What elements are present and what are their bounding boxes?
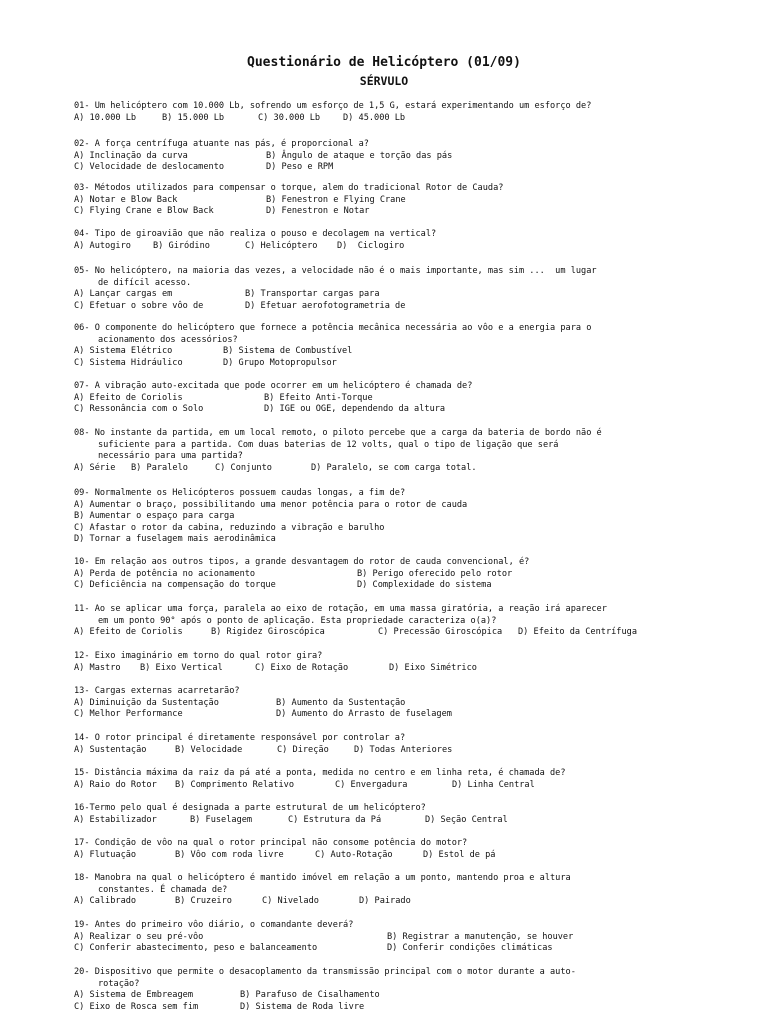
answer-option: D) Conferir condições climáticas	[387, 943, 553, 954]
answer-option: C) Envergadura	[335, 779, 408, 790]
answer-options-row	[74, 663, 714, 675]
answer-option: B) Efeito Anti-Torque	[264, 392, 373, 403]
question-text: rotação?	[98, 978, 140, 989]
answer-option: A) Realizar o seu pré-vôo	[74, 931, 204, 942]
answer-options-row	[74, 1002, 714, 1014]
question-item	[74, 381, 714, 416]
answer-option: B) Velocidade	[175, 744, 243, 755]
question-text: 17- Condição de vôo na qual o rotor principal não consome potência do motor?	[74, 838, 468, 848]
answer-options-row	[74, 195, 714, 207]
answer-option: A) Estabilizador	[74, 814, 157, 825]
question-text: 04- Tipo de giroavião que não realiza o pouso e decolagem na vertical?	[74, 229, 437, 239]
answer-options-row	[74, 113, 714, 125]
answer-options-row	[74, 896, 714, 908]
answer-options-row	[74, 346, 714, 358]
answer-option: A) Efeito de Coriolis	[74, 627, 183, 638]
question-item	[74, 967, 714, 1013]
question-item	[74, 920, 714, 955]
question-text: de difícil acesso.	[98, 277, 192, 288]
answer-option: C) Conjunto	[215, 462, 272, 473]
answer-option: D) Todas Anteriores	[354, 744, 453, 755]
answer-options-row	[74, 511, 714, 523]
answer-option: B) Comprimento Relativo	[175, 779, 294, 790]
question-item	[74, 686, 714, 721]
question-text: 09- Normalmente os Helicópteros possuem caudas longas, a fim de?	[74, 488, 406, 498]
answer-options-row	[74, 745, 714, 757]
question-text: 03- Métodos utilizados para compensar o torque, alem do tradicional Rotor de Cauda?	[74, 183, 504, 193]
answer-option: D) Efetuar aerofotogrametria de	[245, 300, 406, 311]
answer-options-row	[74, 569, 714, 581]
page-subtitle: SÉRVULO	[359, 74, 409, 88]
answer-option: B) Registrar a manutenção, se houver	[387, 931, 574, 942]
answer-option: C) Sistema Hidráulico	[74, 357, 183, 368]
answer-option: B) Paralelo	[131, 462, 188, 473]
answer-options-row	[74, 780, 714, 792]
answer-option: A) Raio do Rotor	[74, 779, 157, 790]
question-text: 14- O rotor principal é diretamente responsável por controlar a?	[74, 733, 406, 743]
question-text: constantes. É chamada de?	[98, 884, 228, 895]
answer-option: B) Ângulo de ataque e torção das pás	[266, 150, 453, 161]
answer-options-row	[74, 990, 714, 1002]
question-text: 19- Antes do primeiro vôo diário, o comandante deverá?	[74, 920, 354, 930]
question-text: 01- Um helicóptero com 10.000 Lb, sofrendo um esforço de 1,5 G, estará experimentando um esforço de?	[74, 101, 592, 111]
answer-option: A) Sustentação	[74, 744, 147, 755]
answer-option: B) Sistema de Combustível	[223, 346, 353, 357]
answer-option: C) Estrutura da Pá	[288, 814, 382, 825]
answer-option: C) Direção	[277, 744, 329, 755]
question-text: 02- A força centrífuga atuante nas pás, é proporcional a?	[74, 139, 369, 149]
answer-option: D) Tornar a fuselagem mais aerodinâmica	[74, 534, 276, 545]
question-text: 16-Termo pelo qual é designada a parte estrutural de um helicóptero?	[74, 803, 426, 813]
question-text: 15- Distância máxima da raiz da pá até a ponta, medida no centro e em linha reta, é chamada de?	[74, 768, 566, 778]
answer-options-row	[74, 580, 714, 592]
question-text: 20- Dispositivo que permite o desacoplamento da transmissão principal com o motor durante a auto-	[74, 967, 576, 977]
answer-option: C) Eixo de Rosca sem fim	[74, 1001, 199, 1012]
answer-options-row	[74, 534, 714, 546]
question-item	[74, 803, 714, 826]
answer-option: D) Efeito da Centrífuga	[518, 627, 637, 638]
question-text: em um ponto 90° após o ponto de aplicação. Esta propriedade caracteriza o(a)?	[98, 615, 497, 626]
question-text: suficiente para a partida. Com duas baterias de 12 volts, qual o tipo de ligação que será	[98, 439, 559, 450]
answer-option: A) Inclinação da curva	[74, 150, 188, 161]
answer-option: B) Eixo Vertical	[140, 662, 223, 673]
question-text: 08- No instante da partida, em um local remoto, o piloto percebe que a carga da bateria de bordo não é	[74, 428, 602, 438]
answer-option: A) Sistema de Embreagem	[74, 990, 193, 1001]
answer-option: C) Precessão Giroscópica	[378, 627, 503, 638]
answer-options-row	[74, 404, 714, 416]
answer-options-row	[74, 932, 714, 944]
answer-option: A) Série	[74, 462, 116, 473]
question-text: 07- A vibração auto-excitada que pode ocorrer em um helicóptero é chamada de?	[74, 381, 473, 391]
answer-options-row	[74, 151, 714, 163]
answer-option: C) Helicóptero	[245, 240, 318, 251]
answer-options-row	[74, 301, 714, 313]
answer-option: C) Eixo de Rotação	[255, 662, 349, 673]
answer-option: D) Aumento do Arrasto de fuselagem	[276, 709, 452, 720]
question-text: 11- Ao se aplicar uma força, paralela ao eixo de rotação, em uma massa giratória, a reação irá aparecer	[74, 604, 607, 614]
question-item	[74, 733, 714, 756]
answer-option: B) Transportar cargas para	[245, 289, 380, 300]
answer-option: B) Giródino	[153, 240, 210, 251]
answer-option: C) Efetuar o sobre vôo de	[74, 300, 204, 311]
answer-option: B) Vôo com roda livre	[175, 849, 284, 860]
page-title: Questionário de Helicóptero (01/09)	[247, 55, 521, 70]
answer-options-row	[74, 241, 714, 253]
question-item	[74, 183, 714, 218]
question-text: 05- No helicóptero, na maioria das vezes, a velocidade não é o mais importante, mas sim ... um lugar	[74, 266, 597, 276]
answer-option: A) Mastro	[74, 662, 121, 673]
answer-options-row	[74, 698, 714, 710]
question-item	[74, 873, 714, 908]
question-item	[74, 428, 714, 474]
answer-option: D) Estol de pá	[423, 849, 496, 860]
question-item	[74, 101, 714, 124]
question-item	[74, 838, 714, 861]
question-text: 13- Cargas externas acarretarão?	[74, 686, 240, 696]
answer-option: B) Parafuso de Cisalhamento	[240, 990, 380, 1001]
answer-option: C) Auto-Rotação	[315, 849, 393, 860]
answer-option: B) Perigo oferecido pelo rotor	[357, 568, 513, 579]
answer-option: D) Ciclogiro	[337, 240, 405, 251]
answer-option: D) Sistema de Roda livre	[240, 1001, 365, 1012]
answer-options-row	[74, 500, 714, 512]
answer-options-row	[74, 523, 714, 535]
answer-option: A) Lançar cargas em	[74, 289, 173, 300]
answer-option: B) Aumento da Sustentação	[276, 697, 406, 708]
answer-options-row	[74, 206, 714, 218]
question-text: 18- Manobra na qual o helicóptero é mantido imóvel em relação a um ponto, mantendo proa e altura	[74, 873, 571, 883]
answer-options-row	[74, 627, 714, 639]
answer-options-row	[74, 815, 714, 827]
answer-option: A) 10.000 Lb	[74, 112, 137, 123]
answer-option: A) Notar e Blow Back	[74, 194, 178, 205]
answer-option: B) Rigidez Giroscópica	[211, 627, 325, 638]
answer-option: C) Nivelado	[262, 896, 319, 907]
answer-option: B) Fuselagem	[190, 814, 253, 825]
answer-options-row	[74, 358, 714, 370]
question-item	[74, 651, 714, 674]
answer-options-row	[74, 289, 714, 301]
question-text: 10- Em relação aos outros tipos, a grande desvantagem do rotor de cauda convencional, é?	[74, 557, 530, 567]
question-item	[74, 229, 714, 252]
question-text: acionamento dos acessórios?	[98, 334, 238, 345]
answer-option: A) Perda de potência no acionamento	[74, 568, 256, 579]
answer-option: A) Efeito de Coriolis	[74, 392, 183, 403]
answer-option: D) IGE ou OGE, dependendo da altura	[264, 404, 446, 415]
answer-option: C) 30.000 Lb	[258, 112, 321, 123]
answer-option: D) 45.000 Lb	[343, 112, 406, 123]
answer-option: C) Conferir abastecimento, peso e balanceamento	[74, 943, 318, 954]
answer-option: A) Sistema Elétrico	[74, 346, 173, 357]
answer-option: D) Eixo Simétrico	[389, 662, 477, 673]
question-item	[74, 488, 714, 546]
answer-options-row	[74, 463, 714, 475]
answer-option: B) Aumentar o espaço para carga	[74, 511, 235, 522]
question-text: 12- Eixo imaginário em torno do qual rotor gira?	[74, 651, 323, 661]
answer-option: A) Aumentar o braço, possibilitando uma menor potência para o rotor de cauda	[74, 499, 468, 510]
question-item	[74, 139, 714, 174]
answer-option: A) Autogiro	[74, 240, 131, 251]
question-item	[74, 768, 714, 791]
answer-options-row	[74, 850, 714, 862]
answer-options-row	[74, 943, 714, 955]
answer-option: A) Calibrado	[74, 896, 137, 907]
question-item	[74, 323, 714, 369]
answer-option: D) Seção Central	[425, 814, 508, 825]
answer-option: B) Fenestron e Flying Crane	[266, 194, 406, 205]
question-item	[74, 266, 714, 312]
answer-option: C) Velocidade de deslocamento	[74, 162, 225, 173]
answer-option: B) Cruzeiro	[175, 896, 232, 907]
question-text: 06- O componente do helicóptero que fornece a potência mecânica necessária ao vôo e a energia para o	[74, 323, 592, 333]
question-text: necessário para uma partida?	[98, 451, 243, 462]
answer-option: B) 15.000 Lb	[162, 112, 225, 123]
answer-option: D) Peso e RPM	[266, 162, 334, 173]
answer-options-row	[74, 393, 714, 405]
answer-option: D) Paralelo, se com carga total.	[311, 462, 477, 473]
answer-option: D) Complexidade do sistema	[357, 580, 492, 591]
answer-option: D) Linha Central	[452, 779, 535, 790]
question-item	[74, 557, 714, 592]
answer-option: C) Flying Crane e Blow Back	[74, 206, 214, 217]
answer-option: C) Melhor Performance	[74, 709, 183, 720]
answer-option: A) Diminuição da Sustentação	[74, 697, 219, 708]
answer-option: C) Ressonância com o Solo	[74, 404, 204, 415]
answer-option: D) Pairado	[359, 896, 411, 907]
answer-option: C) Deficiência na compensação do torque	[74, 580, 276, 591]
answer-options-row	[74, 162, 714, 174]
answer-option: A) Flutuação	[74, 849, 137, 860]
answer-options-row	[74, 709, 714, 721]
question-item	[74, 604, 714, 639]
answer-option: D) Grupo Motopropulsor	[223, 357, 337, 368]
answer-option: C) Afastar o rotor da cabina, reduzindo a vibração e barulho	[74, 522, 385, 533]
answer-option: D) Fenestron e Notar	[266, 206, 370, 217]
